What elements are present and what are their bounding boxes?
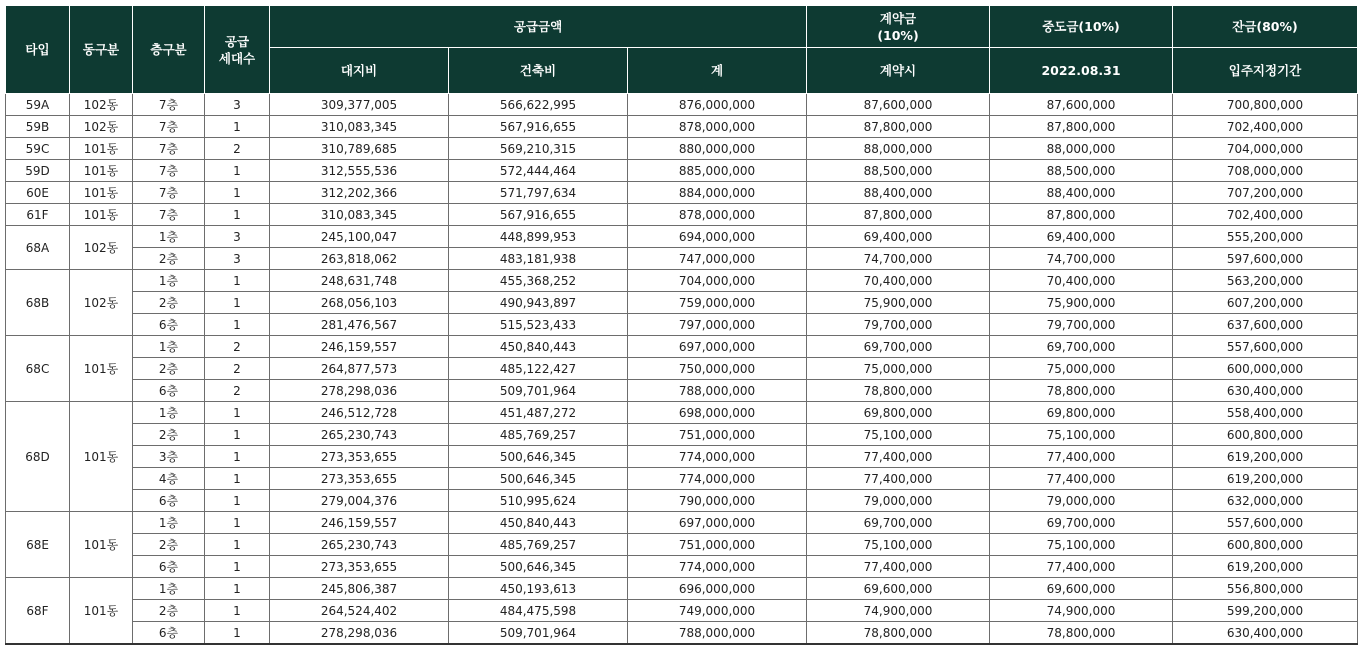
cell-construction: 567,916,655 [449, 116, 628, 138]
header-units-line1: 공급 [224, 33, 250, 49]
cell-type: 68D [6, 402, 70, 512]
table-row [6, 534, 1358, 556]
cell-building: 101동 [70, 204, 133, 226]
cell-balance: 637,600,000 [1173, 314, 1358, 336]
cell-middle: 75,000,000 [990, 358, 1173, 380]
cell-contract: 79,000,000 [807, 490, 990, 512]
cell-middle: 88,000,000 [990, 138, 1173, 160]
cell-contract: 78,800,000 [807, 380, 990, 402]
cell-construction: 485,122,427 [449, 358, 628, 380]
cell-land: 273,353,655 [270, 556, 449, 578]
cell-contract: 69,400,000 [807, 226, 990, 248]
cell-balance: 630,400,000 [1173, 380, 1358, 402]
table-row [6, 182, 1358, 204]
cell-middle: 79,000,000 [990, 490, 1173, 512]
cell-land: 273,353,655 [270, 468, 449, 490]
cell-land: 309,377,005 [270, 94, 449, 116]
header-supply-price: 공급금액 [270, 6, 807, 48]
cell-contract: 88,000,000 [807, 138, 990, 160]
cell-type: 59D [6, 160, 70, 182]
cell-units: 3 [205, 248, 270, 270]
cell-building: 101동 [70, 578, 133, 645]
cell-construction: 500,646,345 [449, 468, 628, 490]
cell-land: 265,230,743 [270, 424, 449, 446]
cell-total: 774,000,000 [628, 468, 807, 490]
table-row [6, 556, 1358, 578]
cell-units: 1 [205, 600, 270, 622]
cell-total: 698,000,000 [628, 402, 807, 424]
cell-land: 312,555,536 [270, 160, 449, 182]
cell-balance: 597,600,000 [1173, 248, 1358, 270]
cell-floor: 7층 [133, 182, 205, 204]
cell-units: 3 [205, 226, 270, 248]
cell-units: 1 [205, 556, 270, 578]
cell-contract: 77,400,000 [807, 446, 990, 468]
cell-contract: 69,800,000 [807, 402, 990, 424]
cell-contract: 87,800,000 [807, 116, 990, 138]
cell-construction: 455,368,252 [449, 270, 628, 292]
cell-type: 59C [6, 138, 70, 160]
cell-units: 1 [205, 622, 270, 645]
header-contract-line2: (10%) [877, 27, 919, 43]
cell-type: 68A [6, 226, 70, 270]
cell-total: 797,000,000 [628, 314, 807, 336]
cell-units: 2 [205, 336, 270, 358]
cell-balance: 700,800,000 [1173, 94, 1358, 116]
cell-floor: 6층 [133, 490, 205, 512]
cell-units: 1 [205, 490, 270, 512]
table-row [6, 424, 1358, 446]
table-row [6, 248, 1358, 270]
cell-construction: 448,899,953 [449, 226, 628, 248]
cell-total: 880,000,000 [628, 138, 807, 160]
cell-land: 264,524,402 [270, 600, 449, 622]
cell-floor: 1층 [133, 512, 205, 534]
cell-contract: 74,900,000 [807, 600, 990, 622]
cell-construction: 572,444,464 [449, 160, 628, 182]
cell-building: 102동 [70, 94, 133, 116]
cell-building: 101동 [70, 138, 133, 160]
cell-total: 759,000,000 [628, 292, 807, 314]
cell-land: 263,818,062 [270, 248, 449, 270]
cell-units: 1 [205, 292, 270, 314]
cell-construction: 566,622,995 [449, 94, 628, 116]
cell-contract: 88,500,000 [807, 160, 990, 182]
cell-balance: 563,200,000 [1173, 270, 1358, 292]
cell-floor: 7층 [133, 204, 205, 226]
cell-balance: 600,800,000 [1173, 534, 1358, 556]
cell-construction: 485,769,257 [449, 424, 628, 446]
cell-balance: 632,000,000 [1173, 490, 1358, 512]
cell-total: 774,000,000 [628, 446, 807, 468]
cell-floor: 1층 [133, 226, 205, 248]
cell-floor: 4층 [133, 468, 205, 490]
cell-type: 61F [6, 204, 70, 226]
cell-floor: 7층 [133, 138, 205, 160]
cell-floor: 2층 [133, 600, 205, 622]
cell-contract: 70,400,000 [807, 270, 990, 292]
cell-land: 273,353,655 [270, 446, 449, 468]
cell-balance: 558,400,000 [1173, 402, 1358, 424]
table-row [6, 226, 1358, 248]
cell-type: 59B [6, 116, 70, 138]
cell-middle: 69,600,000 [990, 578, 1173, 600]
table-body [6, 94, 1358, 645]
header-contract-sub: 계약시 [807, 48, 990, 94]
table-row [6, 160, 1358, 182]
cell-construction: 510,995,624 [449, 490, 628, 512]
cell-contract: 79,700,000 [807, 314, 990, 336]
cell-total: 788,000,000 [628, 622, 807, 645]
table-row [6, 512, 1358, 534]
cell-construction: 483,181,938 [449, 248, 628, 270]
cell-land: 245,806,387 [270, 578, 449, 600]
cell-units: 2 [205, 358, 270, 380]
header-total: 계 [628, 48, 807, 94]
cell-contract: 75,000,000 [807, 358, 990, 380]
cell-floor: 2층 [133, 292, 205, 314]
header-middle: 중도금(10%) [990, 6, 1173, 48]
cell-units: 1 [205, 534, 270, 556]
cell-construction: 569,210,315 [449, 138, 628, 160]
cell-balance: 557,600,000 [1173, 512, 1358, 534]
cell-floor: 2층 [133, 358, 205, 380]
cell-middle: 69,700,000 [990, 512, 1173, 534]
cell-land: 246,512,728 [270, 402, 449, 424]
cell-construction: 500,646,345 [449, 446, 628, 468]
table-row [6, 358, 1358, 380]
cell-type: 68E [6, 512, 70, 578]
cell-building: 102동 [70, 116, 133, 138]
cell-total: 750,000,000 [628, 358, 807, 380]
cell-middle: 78,800,000 [990, 622, 1173, 645]
cell-contract: 87,600,000 [807, 94, 990, 116]
cell-middle: 88,500,000 [990, 160, 1173, 182]
cell-total: 751,000,000 [628, 424, 807, 446]
cell-units: 1 [205, 116, 270, 138]
header-middle-sub: 2022.08.31 [990, 48, 1173, 94]
cell-middle: 88,400,000 [990, 182, 1173, 204]
header-contract-line1: 계약금 [879, 10, 917, 26]
cell-construction: 485,769,257 [449, 534, 628, 556]
cell-type: 68F [6, 578, 70, 645]
cell-land: 278,298,036 [270, 380, 449, 402]
cell-middle: 74,700,000 [990, 248, 1173, 270]
cell-floor: 7층 [133, 160, 205, 182]
cell-balance: 708,000,000 [1173, 160, 1358, 182]
header-building: 동구분 [70, 6, 133, 94]
cell-contract: 69,600,000 [807, 578, 990, 600]
cell-balance: 556,800,000 [1173, 578, 1358, 600]
cell-middle: 69,400,000 [990, 226, 1173, 248]
cell-middle: 75,100,000 [990, 424, 1173, 446]
header-balance: 잔금(80%) [1173, 6, 1358, 48]
cell-construction: 515,523,433 [449, 314, 628, 336]
cell-total: 704,000,000 [628, 270, 807, 292]
cell-contract: 77,400,000 [807, 468, 990, 490]
cell-units: 1 [205, 402, 270, 424]
cell-total: 694,000,000 [628, 226, 807, 248]
table-row [6, 380, 1358, 402]
cell-construction: 450,193,613 [449, 578, 628, 600]
header-balance-sub: 입주지정기간 [1173, 48, 1358, 94]
table-row [6, 622, 1358, 645]
cell-total: 878,000,000 [628, 116, 807, 138]
table-row [6, 336, 1358, 358]
cell-contract: 78,800,000 [807, 622, 990, 645]
cell-construction: 451,487,272 [449, 402, 628, 424]
cell-total: 788,000,000 [628, 380, 807, 402]
cell-units: 1 [205, 512, 270, 534]
table-row [6, 116, 1358, 138]
cell-middle: 75,100,000 [990, 534, 1173, 556]
cell-middle: 77,400,000 [990, 468, 1173, 490]
cell-units: 1 [205, 204, 270, 226]
cell-floor: 6층 [133, 380, 205, 402]
cell-contract: 75,900,000 [807, 292, 990, 314]
cell-balance: 555,200,000 [1173, 226, 1358, 248]
cell-balance: 599,200,000 [1173, 600, 1358, 622]
table-row [6, 402, 1358, 424]
cell-floor: 2층 [133, 424, 205, 446]
cell-middle: 77,400,000 [990, 556, 1173, 578]
cell-total: 751,000,000 [628, 534, 807, 556]
table-header [6, 6, 1358, 94]
cell-units: 1 [205, 182, 270, 204]
cell-units: 1 [205, 446, 270, 468]
supply-price-table [5, 5, 1358, 645]
cell-balance: 607,200,000 [1173, 292, 1358, 314]
cell-land: 268,056,103 [270, 292, 449, 314]
cell-balance: 707,200,000 [1173, 182, 1358, 204]
table-row [6, 314, 1358, 336]
cell-construction: 490,943,897 [449, 292, 628, 314]
cell-total: 884,000,000 [628, 182, 807, 204]
cell-total: 697,000,000 [628, 512, 807, 534]
cell-total: 749,000,000 [628, 600, 807, 622]
cell-middle: 87,800,000 [990, 204, 1173, 226]
cell-middle: 69,700,000 [990, 336, 1173, 358]
cell-floor: 2층 [133, 534, 205, 556]
cell-land: 265,230,743 [270, 534, 449, 556]
cell-middle: 87,600,000 [990, 94, 1173, 116]
cell-construction: 484,475,598 [449, 600, 628, 622]
cell-floor: 2층 [133, 248, 205, 270]
cell-balance: 600,000,000 [1173, 358, 1358, 380]
cell-land: 312,202,366 [270, 182, 449, 204]
cell-contract: 87,800,000 [807, 204, 990, 226]
cell-land: 246,159,557 [270, 512, 449, 534]
cell-balance: 619,200,000 [1173, 446, 1358, 468]
cell-balance: 619,200,000 [1173, 556, 1358, 578]
header-construction: 건축비 [449, 48, 628, 94]
header-type: 타입 [6, 6, 70, 94]
cell-total: 697,000,000 [628, 336, 807, 358]
cell-contract: 69,700,000 [807, 336, 990, 358]
header-contract [807, 6, 990, 48]
cell-units: 1 [205, 314, 270, 336]
cell-floor: 1층 [133, 402, 205, 424]
cell-building: 102동 [70, 270, 133, 336]
cell-middle: 70,400,000 [990, 270, 1173, 292]
table-row [6, 94, 1358, 116]
cell-land: 248,631,748 [270, 270, 449, 292]
table-row [6, 490, 1358, 512]
cell-floor: 6층 [133, 556, 205, 578]
cell-balance: 557,600,000 [1173, 336, 1358, 358]
cell-building: 101동 [70, 336, 133, 402]
cell-building: 101동 [70, 182, 133, 204]
cell-building: 101동 [70, 402, 133, 512]
table-row [6, 292, 1358, 314]
cell-land: 246,159,557 [270, 336, 449, 358]
cell-middle: 69,800,000 [990, 402, 1173, 424]
cell-land: 245,100,047 [270, 226, 449, 248]
table-row [6, 578, 1358, 600]
cell-land: 310,083,345 [270, 116, 449, 138]
cell-construction: 500,646,345 [449, 556, 628, 578]
cell-middle: 87,800,000 [990, 116, 1173, 138]
cell-floor: 3층 [133, 446, 205, 468]
cell-total: 774,000,000 [628, 556, 807, 578]
cell-construction: 450,840,443 [449, 512, 628, 534]
cell-total: 885,000,000 [628, 160, 807, 182]
cell-construction: 571,797,634 [449, 182, 628, 204]
table-row [6, 270, 1358, 292]
cell-building: 102동 [70, 226, 133, 270]
header-units-line2: 세대수 [218, 50, 256, 66]
cell-middle: 75,900,000 [990, 292, 1173, 314]
cell-floor: 1층 [133, 578, 205, 600]
cell-floor: 6층 [133, 622, 205, 645]
cell-building: 101동 [70, 160, 133, 182]
cell-total: 747,000,000 [628, 248, 807, 270]
cell-middle: 79,700,000 [990, 314, 1173, 336]
cell-units: 3 [205, 94, 270, 116]
cell-floor: 7층 [133, 116, 205, 138]
cell-floor: 1층 [133, 336, 205, 358]
cell-units: 1 [205, 578, 270, 600]
cell-floor: 7층 [133, 94, 205, 116]
table-row [6, 600, 1358, 622]
cell-balance: 704,000,000 [1173, 138, 1358, 160]
cell-units: 1 [205, 160, 270, 182]
cell-construction: 450,840,443 [449, 336, 628, 358]
cell-construction: 509,701,964 [449, 622, 628, 645]
cell-type: 68C [6, 336, 70, 402]
header-floor: 층구분 [133, 6, 205, 94]
cell-type: 68B [6, 270, 70, 336]
cell-floor: 6층 [133, 314, 205, 336]
cell-contract: 75,100,000 [807, 534, 990, 556]
cell-total: 878,000,000 [628, 204, 807, 226]
cell-middle: 77,400,000 [990, 446, 1173, 468]
cell-balance: 702,400,000 [1173, 204, 1358, 226]
table-row [6, 446, 1358, 468]
cell-construction: 567,916,655 [449, 204, 628, 226]
cell-balance: 702,400,000 [1173, 116, 1358, 138]
cell-contract: 69,700,000 [807, 512, 990, 534]
cell-units: 2 [205, 380, 270, 402]
cell-middle: 78,800,000 [990, 380, 1173, 402]
cell-building: 101동 [70, 512, 133, 578]
cell-middle: 74,900,000 [990, 600, 1173, 622]
cell-balance: 619,200,000 [1173, 468, 1358, 490]
cell-land: 310,789,685 [270, 138, 449, 160]
cell-units: 1 [205, 424, 270, 446]
cell-units: 1 [205, 468, 270, 490]
cell-land: 264,877,573 [270, 358, 449, 380]
cell-total: 876,000,000 [628, 94, 807, 116]
table-row [6, 138, 1358, 160]
cell-type: 60E [6, 182, 70, 204]
cell-contract: 77,400,000 [807, 556, 990, 578]
table-row [6, 468, 1358, 490]
header-units [205, 6, 270, 94]
cell-contract: 74,700,000 [807, 248, 990, 270]
cell-units: 2 [205, 138, 270, 160]
cell-land: 279,004,376 [270, 490, 449, 512]
cell-balance: 600,800,000 [1173, 424, 1358, 446]
cell-land: 310,083,345 [270, 204, 449, 226]
cell-contract: 75,100,000 [807, 424, 990, 446]
cell-units: 1 [205, 270, 270, 292]
cell-construction: 509,701,964 [449, 380, 628, 402]
cell-balance: 630,400,000 [1173, 622, 1358, 645]
cell-land: 278,298,036 [270, 622, 449, 645]
header-land: 대지비 [270, 48, 449, 94]
cell-floor: 1층 [133, 270, 205, 292]
cell-total: 696,000,000 [628, 578, 807, 600]
cell-contract: 88,400,000 [807, 182, 990, 204]
cell-land: 281,476,567 [270, 314, 449, 336]
cell-type: 59A [6, 94, 70, 116]
cell-total: 790,000,000 [628, 490, 807, 512]
table-row [6, 204, 1358, 226]
